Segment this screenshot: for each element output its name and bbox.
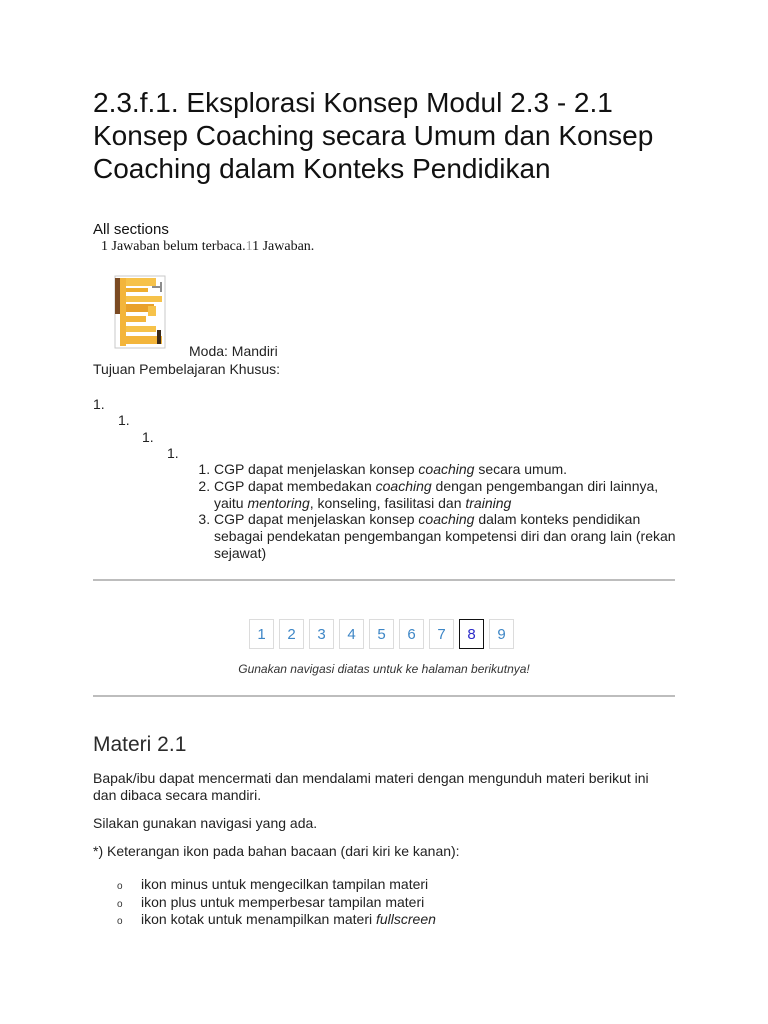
icon-legend-intro: *) Keterangan ikon pada bahan bacaan (dari kiri ke kanan):: [93, 843, 460, 859]
answer-count: 1: [245, 239, 253, 254]
page-navigation: [249, 619, 519, 651]
page-button-5[interactable]: 5: [369, 619, 394, 649]
circle-bullet-icon: o: [117, 881, 123, 892]
page-button-3[interactable]: 3: [309, 619, 334, 649]
list-marker: 1.: [142, 429, 154, 445]
materi-intro: Bapak/ibu dapat mencermati dan mendalami materi dengan mengunduh materi berikut ini dan dibaca secara mandiri.: [93, 770, 649, 803]
page-button-2[interactable]: 2: [279, 619, 304, 649]
tujuan-heading: Tujuan Pembelajaran Khusus:: [93, 361, 281, 377]
section-heading: Materi 2.1: [93, 733, 187, 756]
moda-label: Moda: Mandiri: [189, 343, 278, 359]
navigation-instruction: Silakan gunakan navigasi yang ada.: [93, 815, 318, 831]
page-button-7[interactable]: 7: [429, 619, 454, 649]
circle-bullet-icon: o: [117, 916, 123, 927]
page-button-1[interactable]: 1: [249, 619, 274, 649]
all-sections-link[interactable]: All sections: [93, 221, 169, 238]
list-item: o ikon plus untuk memperbesar tampilan materi: [117, 894, 637, 912]
icon-legend-list: [117, 876, 637, 929]
list-item: o ikon kotak untuk menampilkan materi fullscreen: [117, 911, 637, 929]
divider: [93, 695, 675, 697]
navigation-hint: Gunakan navigasi diatas untuk ke halaman berikutnya!: [238, 662, 530, 676]
list-item: o ikon minus untuk mengecilkan tampilan materi: [117, 876, 637, 894]
page-button-4[interactable]: 4: [339, 619, 364, 649]
list-item: 2. CGP dapat membedakan coaching dengan pengembangan diri lainnya, yaitu mentoring, konseling, fasilitasi dan training: [214, 478, 684, 512]
list-item: 1. CGP dapat menjelaskan konsep coaching secara umum.: [214, 461, 684, 478]
module-logo-icon: [111, 274, 169, 350]
page-button-8-active[interactable]: 8: [459, 619, 484, 649]
total-answers[interactable]: 1 Jawaban.: [252, 239, 315, 254]
list-marker: 1.: [167, 445, 179, 461]
page-button-9[interactable]: 9: [489, 619, 514, 649]
page-button-6[interactable]: 6: [399, 619, 424, 649]
list-item: 3. CGP dapat menjelaskan konsep coaching dalam konteks pendidikan sebagai pendekatan pengembangan kompetensi diri dan orang lain (rekan sejawat): [214, 511, 684, 561]
list-marker: 1.: [93, 396, 105, 412]
divider: [93, 579, 675, 581]
list-marker: 1.: [118, 412, 130, 428]
unread-answers[interactable]: 1 Jawaban belum terbaca.: [101, 239, 246, 254]
circle-bullet-icon: o: [117, 898, 123, 910]
answers-status: [101, 239, 314, 255]
page-title: 2.3.f.1. Eksplorasi Konsep Modul 2.3 - 2.1 Konsep Coaching secara Umum dan Konsep Coaching dalam Konteks Pendidikan: [93, 87, 654, 184]
learning-objectives: [191, 461, 684, 562]
